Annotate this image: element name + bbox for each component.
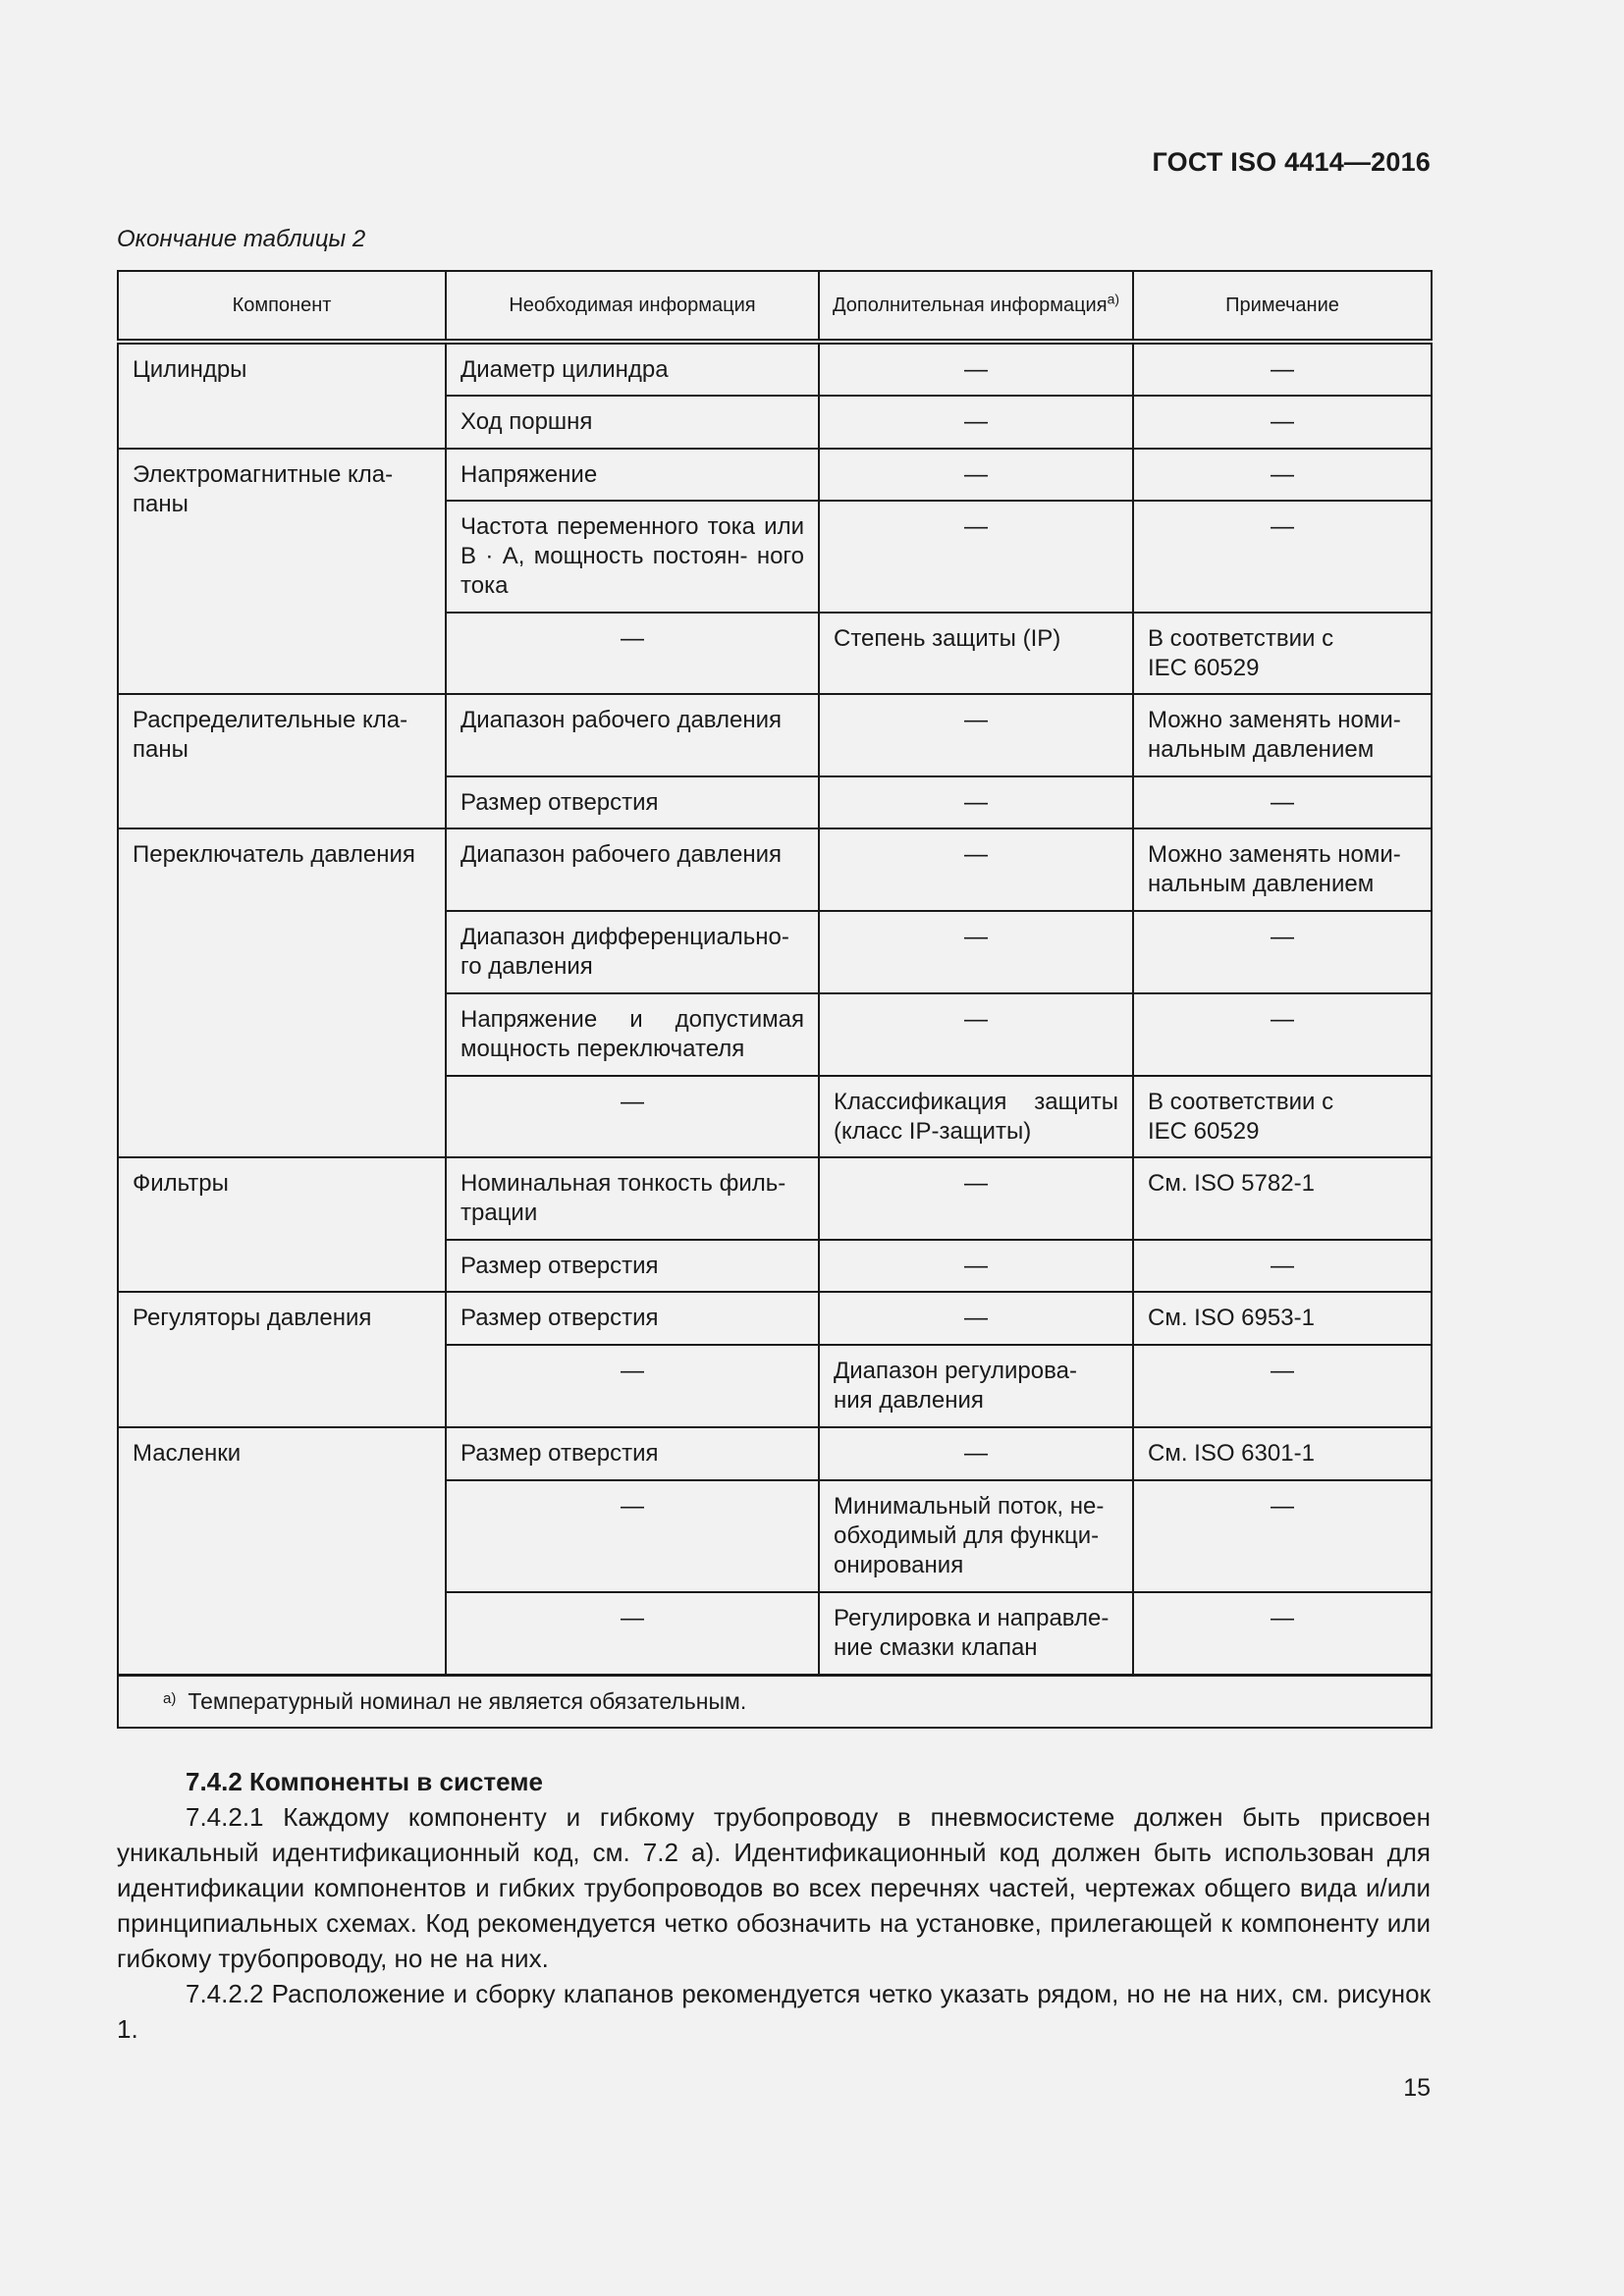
required-cell: — [446,613,819,694]
note-cell: — [1133,396,1432,449]
note-cell: — [1133,1592,1432,1675]
table-row [118,449,1432,501]
component-cell: Распределительные кла- паны [118,694,446,828]
additional-cell: Классификация защиты (класс IP-защиты) [819,1076,1133,1157]
required-cell: Размер отверстия [446,1240,819,1292]
component-cell: Переключатель давления [118,828,446,1157]
note-cell: Можно заменять номи- нальным давлением [1133,828,1432,911]
note-cell: См. ISO 6301-1 [1133,1427,1432,1480]
table-footnote-row [118,1675,1432,1728]
table-row [118,1427,1432,1480]
table-row [118,1292,1432,1345]
footnote-marker: a) [1107,291,1120,307]
component-cell: Фильтры [118,1157,446,1292]
note-cell: — [1133,993,1432,1076]
column-header-required: Необходимая информация [446,271,819,342]
required-cell: Частота переменного тока или В · А, мощность постоян- ного тока [446,501,819,613]
table-row [118,828,1432,911]
footnote-text: Температурный номинал не является обязательным. [188,1687,747,1714]
table-row [118,342,1432,396]
required-cell: Ход поршня [446,396,819,449]
additional-cell: Минимальный поток, не- обходимый для функци- онирования [819,1480,1133,1592]
section-7-4-2 [117,1764,1431,2047]
footnote-mark: a) [163,1689,177,1707]
table-row [118,1157,1432,1240]
additional-cell: Регулировка и направле- ние смазки клапан [819,1592,1133,1675]
additional-cell: — [819,342,1133,396]
component-cell: Регуляторы давления [118,1292,446,1427]
table-caption: Окончание таблицы 2 [117,226,366,252]
table-row [118,694,1432,776]
document-code: ГОСТ ISO 4414—2016 [1152,147,1431,177]
note-cell: См. ISO 6953-1 [1133,1292,1432,1345]
required-cell: — [446,1345,819,1427]
additional-cell: — [819,1427,1133,1480]
note-cell: — [1133,449,1432,501]
component-cell: Масленки [118,1427,446,1675]
note-cell: — [1133,1345,1432,1427]
note-cell: — [1133,1240,1432,1292]
additional-cell: — [819,993,1133,1076]
additional-cell: — [819,449,1133,501]
note-cell: См. ISO 5782-1 [1133,1157,1432,1240]
required-cell: Диапазон рабочего давления [446,694,819,776]
additional-cell: — [819,396,1133,449]
additional-cell: — [819,828,1133,911]
table-footnote [118,1675,1432,1728]
additional-cell: Степень защиты (IP) [819,613,1133,694]
additional-cell: — [819,1292,1133,1345]
required-cell: — [446,1480,819,1592]
table-header-row [118,271,1432,342]
additional-cell: — [819,694,1133,776]
required-cell: Напряжение [446,449,819,501]
note-cell: — [1133,776,1432,828]
note-cell: В соответствии с IEC 60529 [1133,613,1432,694]
required-cell: — [446,1076,819,1157]
note-cell: Можно заменять номи- нальным давлением [1133,694,1432,776]
page-number: 15 [1403,2074,1431,2102]
required-cell: Напряжение и допустимая мощность переключателя [446,993,819,1076]
note-cell: — [1133,501,1432,613]
additional-cell: — [819,911,1133,993]
required-cell: Диапазон дифференциально- го давления [446,911,819,993]
column-header-note: Примечание [1133,271,1432,342]
note-cell: — [1133,911,1432,993]
additional-cell: Диапазон регулирова- ния давления [819,1345,1133,1427]
column-header-additional-label: Дополнительная информация [832,294,1108,316]
section-heading: 7.4.2 Компоненты в системе [186,1767,543,1796]
additional-cell: — [819,776,1133,828]
note-cell: — [1133,1480,1432,1592]
additional-cell: — [819,1240,1133,1292]
required-cell: — [446,1592,819,1675]
note-cell: В соответствии с IEC 60529 [1133,1076,1432,1157]
column-header-component: Компонент [118,271,446,342]
required-cell: Номинальная тонкость филь- трации [446,1157,819,1240]
additional-cell: — [819,501,1133,613]
paragraph-7-4-2-2: 7.4.2.2 Расположение и сборку клапанов рекомендуется четко указать рядом, но не на них, см. рисунок 1. [117,1979,1431,2044]
additional-cell: — [819,1157,1133,1240]
note-cell: — [1133,342,1432,396]
required-cell: Размер отверстия [446,1427,819,1480]
required-cell: Размер отверстия [446,1292,819,1345]
required-cell: Размер отверстия [446,776,819,828]
column-header-additional [819,271,1133,342]
paragraph-7-4-2-1: 7.4.2.1 Каждому компоненту и гибкому трубопроводу в пневмосистеме должен быть присвоен уникальный идентификационный код, см. 7.2 а). Идентификационный код должен быть использован для идентификации компонентов и гибких трубопроводов во всех перечнях частей, чертежах общего вида и/или принципиальных схемах. Код рекомендуется четко обозначить на установке, прилегающей к компоненту или гибкому трубопроводу, но не на них. [117,1802,1431,1973]
required-cell: Диаметр цилиндра [446,342,819,396]
component-cell: Электромагнитные кла- паны [118,449,446,694]
components-table [117,270,1433,1729]
required-cell: Диапазон рабочего давления [446,828,819,911]
component-cell: Цилиндры [118,342,446,449]
